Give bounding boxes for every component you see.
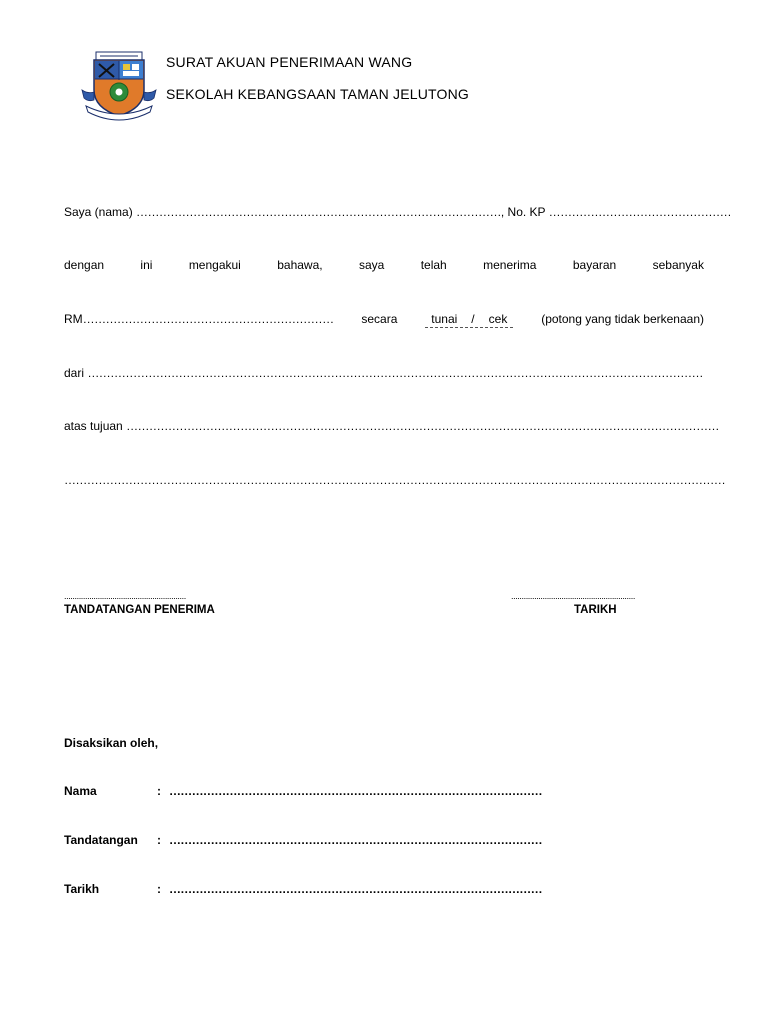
date-label: TARIKH xyxy=(574,604,617,616)
witness-name-label: Nama xyxy=(64,784,97,798)
witness-signature-label: Tandatangan xyxy=(64,833,138,847)
from-field[interactable]: ……………………………………………………………………………………………………………………………………………… xyxy=(87,366,703,380)
witness-signature-field[interactable]: ……………………………………………………………………………………… xyxy=(169,833,542,847)
colon: : xyxy=(157,833,161,847)
name-field[interactable]: …………………………………………………………………………………… xyxy=(136,205,501,219)
purpose-field[interactable]: ………………………………………………………………………………………………………………………………………… xyxy=(126,419,719,433)
word: bayaran xyxy=(572,258,617,272)
payment-method-options xyxy=(425,312,513,328)
witness-name-field[interactable]: ……………………………………………………………………………………… xyxy=(169,784,542,798)
colon: : xyxy=(157,784,161,798)
name-label: Saya (nama) xyxy=(64,205,133,219)
receiver-signature-label: TANDATANGAN PENERIMA xyxy=(64,604,215,616)
school-crest-icon xyxy=(80,50,158,122)
witness-title: Disaksikan oleh, xyxy=(64,736,159,750)
option-cek[interactable]: cek xyxy=(488,312,508,326)
amount-line xyxy=(64,312,704,328)
from-line xyxy=(64,366,704,380)
kp-label: , No. KP xyxy=(500,205,546,219)
option-tunai[interactable]: tunai xyxy=(431,312,458,326)
word: sebanyak xyxy=(652,258,704,272)
option-separator: / xyxy=(471,312,475,326)
word: ini xyxy=(140,258,153,272)
rm-label: RM xyxy=(64,312,83,326)
word: saya xyxy=(358,258,385,272)
colon: : xyxy=(157,882,161,896)
witness-date-label: Tarikh xyxy=(64,882,100,896)
strike-note: (potong yang tidak berkenaan) xyxy=(541,312,704,326)
kp-field[interactable]: ………………………………………… xyxy=(548,205,732,219)
document-title: SURAT AKUAN PENERIMAAN WANG xyxy=(166,54,413,70)
word: telah xyxy=(420,258,447,272)
purpose-continuation-field[interactable]: ………………………………………………………………………………………………………………………………………………………… xyxy=(64,473,726,487)
witness-row-signature xyxy=(64,833,542,847)
word: bahawa, xyxy=(277,258,323,272)
purpose-line xyxy=(64,419,719,433)
acknowledge-line xyxy=(64,258,704,272)
from-label: dari xyxy=(64,366,85,380)
name-line xyxy=(64,205,732,219)
purpose-label: atas tujuan xyxy=(64,419,123,433)
date-field[interactable]: ........................................................... xyxy=(511,591,635,601)
word: mengakui xyxy=(188,258,241,272)
word: dengan xyxy=(64,258,105,272)
purpose-continuation-line xyxy=(64,473,726,487)
witness-date-field[interactable]: ……………………………………………………………………………………… xyxy=(169,882,542,896)
witness-row-date xyxy=(64,882,542,896)
school-name: SEKOLAH KEBANGSAAN TAMAN JELUTONG xyxy=(166,86,470,102)
secara-label: secara xyxy=(361,312,398,326)
word: menerima xyxy=(483,258,537,272)
witness-row-name xyxy=(64,784,542,798)
receiver-signature-field[interactable]: .......................................................... xyxy=(64,591,186,601)
amount-field[interactable]: ………………………………………………………… xyxy=(82,312,334,326)
